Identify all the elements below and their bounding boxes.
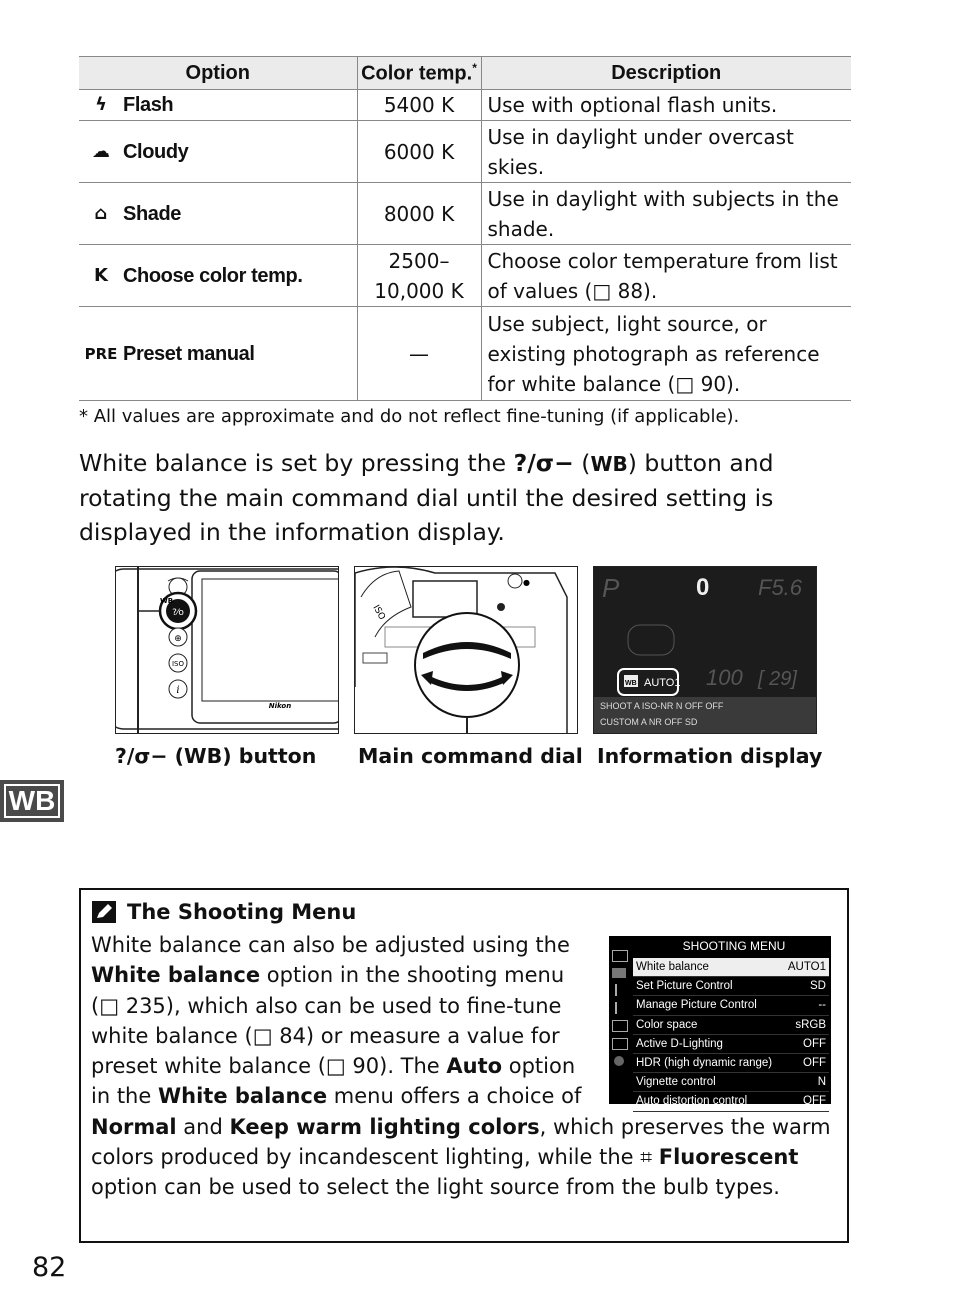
menu-item-value: AUTO1 xyxy=(787,961,826,973)
shooting-menu-note xyxy=(79,888,849,1243)
info-row-2: CUSTOM A NR OFF SD xyxy=(600,717,698,727)
option-name: Cloudy xyxy=(123,140,189,163)
option-cell xyxy=(79,245,357,307)
shutter-readout: 0 xyxy=(696,574,710,601)
shooting-menu-item xyxy=(633,1054,829,1073)
note-text-run: option can be used to select the light source from the bulb types. xyxy=(91,1175,780,1200)
info-row-1: SHOOT A ISO-NR N OFF OFF xyxy=(600,701,724,711)
color-temp-cell: 8000 K xyxy=(357,183,481,245)
description-cell: Choose color temperature from list of values (□ 88). xyxy=(481,245,851,307)
table-row xyxy=(79,183,851,245)
cloudy-icon: ☁ xyxy=(92,140,110,162)
menu-item-label: White balance xyxy=(636,961,709,973)
color-temp-cell: 2500– 10,000 K xyxy=(357,245,481,307)
description-cell: Use in daylight with subjects in the shade. xyxy=(481,183,851,245)
menu-item-value: OFF xyxy=(803,1037,826,1050)
menu-item-value: OFF xyxy=(803,1056,826,1069)
shooting-menu-item xyxy=(633,977,829,996)
kelvin-icon: K xyxy=(94,264,108,286)
flash-icon: ϟ xyxy=(95,94,107,115)
description-cell: Use in daylight under overcast skies. xyxy=(481,121,851,183)
information-display-figure xyxy=(593,566,817,734)
note-text-run: White balance can also be adjusted using the xyxy=(91,933,570,957)
menu-item-value: sRGB xyxy=(795,1018,826,1031)
note-text-run: option in the shooting menu (□ 235), which also can be used to fine-tune white balance (□ 84) or measure a value for preset white balance (□ 90). The xyxy=(91,963,565,1079)
option-name: Preset manual xyxy=(123,342,255,365)
option-cell xyxy=(79,183,357,245)
menu-item-label: Auto distortion control xyxy=(636,1095,748,1108)
table-header-row xyxy=(79,57,851,90)
help-icon xyxy=(614,1056,624,1066)
note-bold-term: Fluorescent xyxy=(658,1145,799,1170)
note-bold-term: White balance xyxy=(157,1084,328,1109)
color-temp-cell: 5400 K xyxy=(357,90,481,121)
svg-text:ISO: ISO xyxy=(370,603,387,622)
option-name: Flash xyxy=(123,94,174,116)
table-footnote: * All values are approximate and do not reflect fine-tuning (if applicable). xyxy=(79,406,740,427)
shooting-menu-item xyxy=(633,1073,829,1092)
wb-button-figure xyxy=(115,566,339,734)
shooting-menu-item xyxy=(633,1016,829,1035)
note-bold-term: Normal xyxy=(91,1114,177,1139)
svg-text:●: ● xyxy=(523,578,530,587)
note-bold-term: Auto xyxy=(446,1054,503,1079)
shooting-menu-screenshot xyxy=(609,936,831,1108)
intro-paragraph: White balance is set by pressing the ?∕σ− (WB) button and rotating the main command dial until the desired setting is displayed in the information display. xyxy=(79,449,774,546)
shooting-menu-item xyxy=(633,996,829,1015)
table-row xyxy=(79,121,851,183)
iso-readout: 100 xyxy=(706,665,743,690)
svg-text:⊕: ⊕ xyxy=(174,634,182,644)
caption-wb-button: ?∕σ− (WB) button xyxy=(115,744,317,768)
menu-item-value: N xyxy=(817,1076,826,1089)
svg-text:?⁄o: ?⁄o xyxy=(172,608,184,618)
table-row xyxy=(79,245,851,307)
caption-information-display: Information display xyxy=(597,744,823,768)
shooting-menu-item xyxy=(633,1035,829,1054)
option-name: Choose color temp. xyxy=(123,264,303,287)
nikon-logo: Nikon xyxy=(268,702,292,710)
chapter-tab-wb: WB xyxy=(0,780,64,822)
wrench-menu-icon xyxy=(615,1002,625,1014)
page-number: 82 xyxy=(32,1252,67,1283)
option-cell xyxy=(79,90,357,121)
shooting-menu-item xyxy=(633,958,829,977)
option-cell xyxy=(79,121,357,183)
note-text-run: menu offers a choice of xyxy=(327,1084,582,1109)
note-text-run: option in the xyxy=(91,1054,576,1109)
shooting-menu-title: SHOOTING MENU xyxy=(682,939,786,953)
note-bold-term: Keep warm lighting colors xyxy=(229,1114,540,1139)
description-cell: Use with optional flash units. xyxy=(481,90,851,121)
menu-item-label: Manage Picture Control xyxy=(636,999,757,1012)
note-text-run: and xyxy=(176,1114,230,1139)
menu-item-label: Color space xyxy=(636,1018,698,1031)
protect-button-caption-icon: ?∕σ− xyxy=(115,744,168,768)
option-name: Shade xyxy=(123,202,182,225)
menu-item-label: Set Picture Control xyxy=(636,980,733,993)
main-command-dial-figure xyxy=(354,566,578,734)
wb-value: AUTO1 xyxy=(644,677,681,689)
menu-item-value: SD xyxy=(810,980,826,993)
menu-item-label: Vignette control xyxy=(636,1076,716,1089)
table-row xyxy=(79,90,851,121)
exposure-mode: P xyxy=(602,573,620,603)
frames-readout: [ 29] xyxy=(758,668,797,690)
header-description: Description xyxy=(481,57,851,90)
camera-menu-icon xyxy=(612,968,626,978)
shooting-menu-item xyxy=(633,1092,829,1111)
shade-icon: ⌂ xyxy=(94,202,108,224)
menu-item-value: OFF xyxy=(803,1095,826,1108)
option-cell xyxy=(79,307,357,401)
note-title: The Shooting Menu xyxy=(91,900,356,924)
playback-menu-icon xyxy=(612,950,628,962)
menu-item-label: HDR (high dynamic range) xyxy=(636,1056,773,1069)
header-color-temp: Color temp.* xyxy=(357,57,481,90)
my-menu-icon xyxy=(612,1038,628,1050)
svg-text:i: i xyxy=(176,685,180,696)
description-cell: Use subject, light source, or existing photograph as reference for white balance (□ 90). xyxy=(481,307,851,401)
menu-item-label: Active D-Lighting xyxy=(636,1037,723,1050)
white-balance-table xyxy=(79,56,851,401)
note-pencil-icon xyxy=(91,900,119,924)
pencil-menu-icon xyxy=(615,984,625,996)
protect-button-icon: ?∕σ− xyxy=(513,449,574,477)
svg-text:ISO: ISO xyxy=(171,660,185,668)
color-temp-cell: — xyxy=(357,307,481,401)
note-bold-term: White balance xyxy=(91,963,261,988)
note-text-run: , which preserves the warm colors produced by incandescent lighting, while the ⌗ xyxy=(91,1114,831,1170)
svg-text:WB: WB xyxy=(160,597,174,605)
note-body xyxy=(91,930,831,1203)
color-temp-cell: 6000 K xyxy=(357,121,481,183)
wb-label: WB xyxy=(590,452,628,476)
menu-item-value: -- xyxy=(818,999,826,1012)
caption-main-command-dial: Main command dial xyxy=(358,744,583,768)
retouch-menu-icon xyxy=(612,1020,628,1032)
aperture-readout: F5.6 xyxy=(758,575,803,600)
menu-side-icons xyxy=(609,946,631,1096)
header-option: Option xyxy=(79,57,357,90)
table-row xyxy=(79,307,851,401)
preset-icon: PRE xyxy=(84,344,118,363)
wb-tag: WB xyxy=(625,680,637,687)
